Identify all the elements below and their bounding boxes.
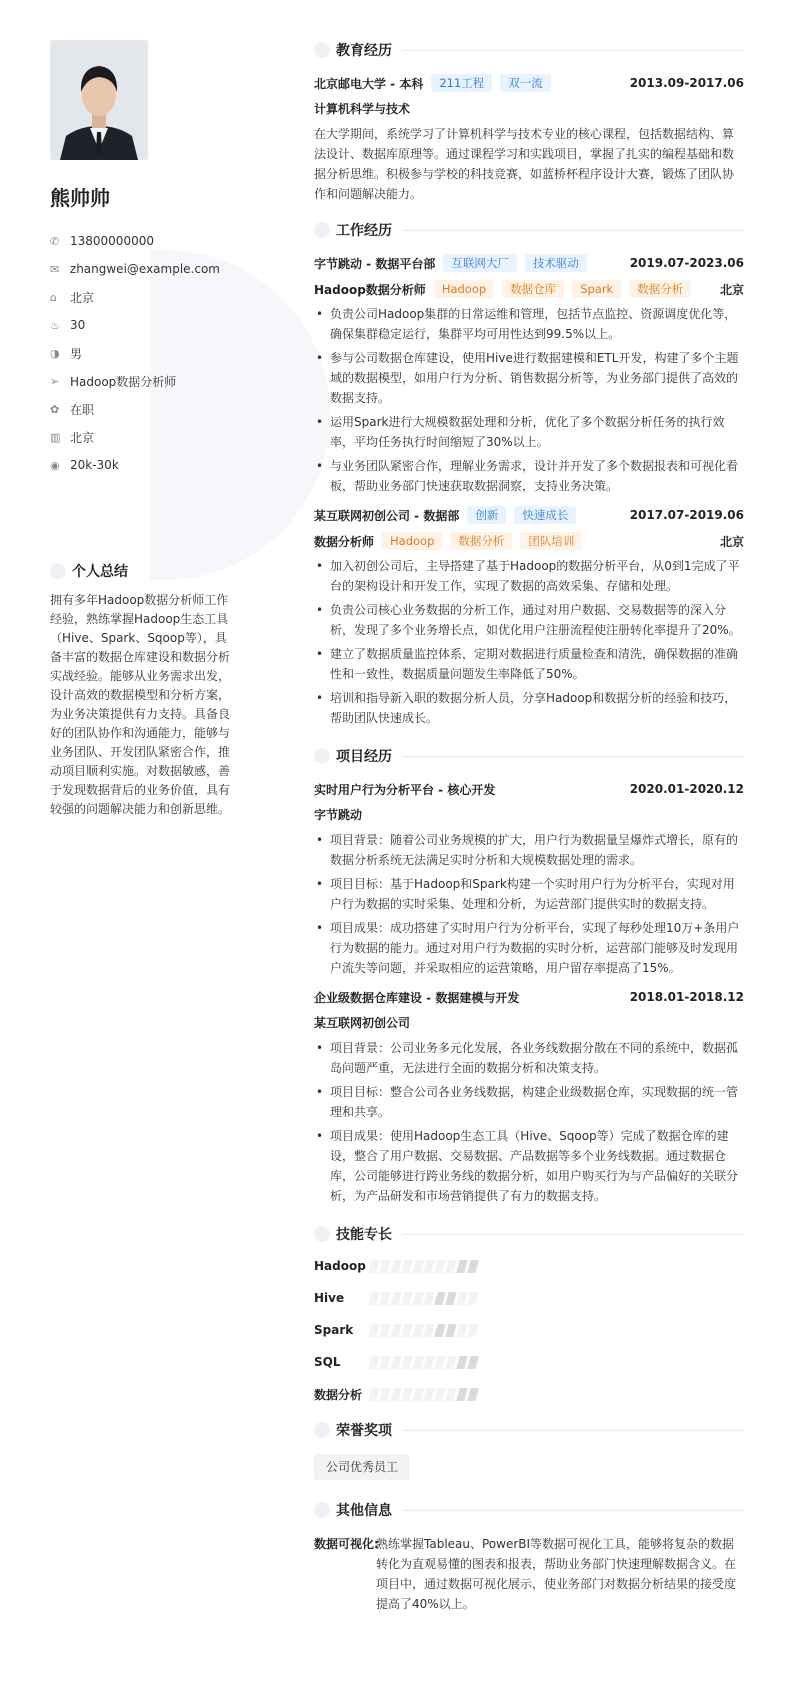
info-status bbox=[50, 395, 220, 423]
skill-segment bbox=[456, 1260, 467, 1273]
building-icon: ▥ bbox=[50, 430, 61, 444]
info-age bbox=[50, 311, 220, 339]
section-title: 工作经历 bbox=[336, 223, 392, 239]
cake-icon: ♨ bbox=[50, 318, 60, 332]
skill-segment bbox=[467, 1388, 478, 1401]
info-gender bbox=[50, 339, 220, 367]
info-value: Hadoop数据分析师 bbox=[70, 374, 177, 389]
divider bbox=[402, 50, 744, 51]
tag: 团队培训 bbox=[520, 532, 582, 550]
projects-heading bbox=[314, 746, 744, 766]
home-icon: ⌂ bbox=[50, 290, 57, 304]
skill-segment bbox=[390, 1324, 401, 1337]
skill-segment bbox=[379, 1356, 390, 1369]
list-item: • 项目背景：随着公司业务规模的扩大，用户行为数据量呈爆炸式增长，原有的数据分析系统无法满足实时分析和大规模数据处理的需求。 bbox=[314, 830, 744, 870]
job-role: 数据分析师 bbox=[314, 534, 375, 549]
divider bbox=[402, 1510, 744, 1511]
divider bbox=[402, 756, 744, 757]
gender-icon: ◑ bbox=[50, 346, 60, 360]
list-item: • 负责公司Hadoop集群的日常运维和管理，包括节点监控、资源调度优化等，确保集群稳定运行，集群平均可用性达到99.5%以上。 bbox=[314, 304, 744, 344]
skill-level-bar bbox=[370, 1388, 480, 1401]
list-item: • 加入初创公司后，主导搭建了基于Hadoop的数据分析平台，从0到1完成了平台的架构设计和开发工作，实现了数据的高效采集、存储和处理。 bbox=[314, 556, 744, 596]
skill-segment bbox=[434, 1260, 445, 1273]
tag: 211工程 bbox=[431, 74, 492, 92]
info-value: 13800000000 bbox=[70, 234, 154, 248]
work-heading bbox=[314, 220, 744, 240]
skill-segment bbox=[412, 1292, 423, 1305]
info-salary bbox=[50, 451, 220, 479]
divider bbox=[402, 1430, 744, 1431]
phone-icon: ✆ bbox=[50, 234, 60, 248]
section-title: 教育经历 bbox=[336, 43, 392, 59]
info-value: zhangwei@example.com bbox=[69, 262, 220, 276]
other-info-row bbox=[314, 1534, 744, 1614]
skill-segment bbox=[401, 1292, 412, 1305]
list-item: • 项目成果：成功搭建了实时用户行为分析平台，实现了每秒处理10万+条用户行为数据的能力。通过对用户行为数据的实时分析，运营部门能够及时发现用户流失等问题，并采取相应的运营策略，用户留存率提高了15%。 bbox=[314, 918, 744, 978]
skill-segment bbox=[390, 1356, 401, 1369]
skill-row bbox=[314, 1314, 744, 1346]
info-position bbox=[50, 367, 220, 395]
skill-segment bbox=[368, 1356, 379, 1369]
skill-segment bbox=[390, 1292, 401, 1305]
award-badge: 公司优秀员工 bbox=[314, 1454, 410, 1480]
skill-segment bbox=[368, 1260, 379, 1273]
company-name: 某互联网初创公司 - 数据部 bbox=[314, 508, 460, 523]
tag: 创新 bbox=[467, 506, 506, 524]
list-item: • 与业务团队紧密合作，理解业务需求，设计并开发了多个数据报表和可视化看板，帮助业务部门快速获取数据洞察，支持业务决策。 bbox=[314, 456, 744, 496]
skills-list bbox=[314, 1250, 744, 1410]
skill-segment bbox=[445, 1356, 456, 1369]
candidate-name: 熊帅帅 bbox=[50, 186, 110, 210]
skill-segment bbox=[434, 1356, 445, 1369]
skill-segment bbox=[412, 1324, 423, 1337]
info-phone bbox=[50, 227, 220, 255]
project-org: 某互联网初创公司 bbox=[314, 1016, 411, 1030]
skill-segment bbox=[423, 1388, 434, 1401]
date: 2018.01-2018.12 bbox=[629, 990, 744, 1004]
skill-row bbox=[314, 1282, 744, 1314]
skill-name: 数据分析 bbox=[314, 1387, 363, 1402]
skill-segment bbox=[456, 1388, 467, 1401]
project-entry bbox=[314, 986, 744, 1206]
tag: 双一流 bbox=[500, 74, 551, 92]
skill-segment bbox=[401, 1260, 412, 1273]
other-info-value: 熟练掌握Tableau、PowerBI等数据可视化工具，能够将复杂的数据转化为直观易懂的图表和报表，帮助业务部门快速理解数据含义。在项目中，通过数据可视化展示，使业务部门对数据分析结果的接受度提高了40%以上。 bbox=[376, 1537, 737, 1611]
date: 2017.07-2019.06 bbox=[629, 508, 744, 522]
skill-segment bbox=[423, 1356, 434, 1369]
avatar bbox=[50, 40, 148, 160]
skill-segment bbox=[423, 1324, 434, 1337]
section-dot-icon bbox=[314, 1502, 330, 1518]
skill-segment bbox=[390, 1388, 401, 1401]
skill-segment bbox=[456, 1324, 467, 1337]
skill-row bbox=[314, 1378, 744, 1410]
skill-segment bbox=[401, 1324, 412, 1337]
info-value: 30 bbox=[70, 318, 86, 332]
skill-segment bbox=[445, 1292, 456, 1305]
awards-heading bbox=[314, 1420, 744, 1440]
skill-segment bbox=[412, 1260, 423, 1273]
skill-name: Spark bbox=[314, 1323, 354, 1337]
skill-segment bbox=[390, 1260, 401, 1273]
skill-segment bbox=[434, 1292, 445, 1305]
skill-segment bbox=[445, 1324, 456, 1337]
section-title: 荣誉奖项 bbox=[336, 1423, 392, 1439]
skill-segment bbox=[445, 1388, 456, 1401]
status-icon: ✿ bbox=[50, 402, 60, 416]
info-email bbox=[50, 255, 220, 283]
divider bbox=[402, 1234, 744, 1235]
send-icon: ➢ bbox=[50, 374, 60, 388]
section-dot-icon bbox=[314, 42, 330, 58]
section-dot-icon bbox=[314, 222, 330, 238]
skill-segment bbox=[456, 1292, 467, 1305]
skill-row bbox=[314, 1346, 744, 1378]
summary-text: 拥有多年Hadoop数据分析师工作经验，熟练掌握Hadoop生态工具（Hive、Spark、Sqoop等），具备丰富的数据仓库建设和数据分析实战经验。能够从业务需求出发，设计高效的数据模型和分析方案，为业务决策提供有力支持。具备良好的团队协作和沟通能力，能够与业务团队、开发团队紧密合作，推动项目顺利实施。对数据敏感，善于发现数据背后的业务价值，具有较强的问题解决能力和创新思维。 bbox=[50, 593, 231, 816]
skill-name: Hive bbox=[314, 1291, 345, 1305]
list-item: • 负责公司核心业务数据的分析工作，通过对用户数据、交易数据等的深入分析，发现了多个业务增长点，如优化用户注册流程使注册转化率提升了20%。 bbox=[314, 600, 744, 640]
skill-segment bbox=[423, 1292, 434, 1305]
project-bullets bbox=[314, 830, 744, 978]
skill-name: SQL bbox=[314, 1355, 341, 1369]
list-item: • 项目成果：使用Hadoop生态工具（Hive、Sqoop等）完成了数据仓库的建设，整合了用户数据、交易数据、产品数据等多个业务线数据。通过数据仓库，公司能够进行跨业务线的数据分析，如用户购买行为与产品偏好的关联分析，为产品研发和市场营销提供了有力的数据支持。 bbox=[314, 1126, 744, 1206]
contact-info-list bbox=[50, 227, 220, 479]
job-bullets bbox=[314, 556, 744, 728]
project-name: 实时用户行为分析平台 - 核心开发 bbox=[314, 782, 496, 797]
sidebar bbox=[50, 40, 231, 819]
info-location bbox=[50, 283, 220, 311]
list-item: • 建立了数据质量监控体系，定期对数据进行质量检查和清洗，确保数据的准确性和一致性，数据质量问题发生率降低了50%。 bbox=[314, 644, 744, 684]
tag: 互联网大厂 bbox=[443, 254, 517, 272]
skill-segment bbox=[445, 1260, 456, 1273]
section-dot-icon bbox=[314, 1422, 330, 1438]
skill-segment bbox=[423, 1260, 434, 1273]
info-target-city bbox=[50, 423, 220, 451]
tag: 数据仓库 bbox=[502, 280, 564, 298]
section-title: 其他信息 bbox=[336, 1503, 392, 1519]
tag: 技术驱动 bbox=[525, 254, 587, 272]
skill-segment bbox=[467, 1356, 478, 1369]
job-bullets bbox=[314, 304, 744, 496]
skill-level-bar bbox=[370, 1260, 480, 1273]
skill-segment bbox=[467, 1260, 478, 1273]
tag: 快速成长 bbox=[514, 506, 576, 524]
skill-segment bbox=[379, 1260, 390, 1273]
list-item: • 培训和指导新入职的数据分析人员，分享Hadoop和数据分析的经验和技巧，帮助团队快速成长。 bbox=[314, 688, 744, 728]
job-entry bbox=[314, 252, 744, 496]
job-role: Hadoop数据分析师 bbox=[314, 282, 426, 297]
skill-segment bbox=[467, 1292, 478, 1305]
skill-segment bbox=[401, 1356, 412, 1369]
section-dot-icon bbox=[314, 748, 330, 764]
skill-segment bbox=[456, 1356, 467, 1369]
skill-level-bar bbox=[370, 1292, 480, 1305]
info-value: 在职 bbox=[70, 402, 95, 417]
section-title: 项目经历 bbox=[336, 749, 392, 765]
other-info-key: 数据可视化: bbox=[314, 1537, 379, 1551]
job-city: 北京 bbox=[719, 282, 744, 297]
tag: Hadoop bbox=[434, 280, 494, 298]
section-title: 技能专长 bbox=[336, 1227, 392, 1243]
skill-segment bbox=[434, 1388, 445, 1401]
skill-segment bbox=[467, 1324, 478, 1337]
info-value: 男 bbox=[70, 346, 83, 361]
education-entry bbox=[314, 72, 744, 204]
divider bbox=[402, 230, 744, 231]
skill-segment bbox=[368, 1324, 379, 1337]
tag: Hadoop bbox=[382, 532, 442, 550]
job-city: 北京 bbox=[719, 534, 744, 549]
section-dot-icon bbox=[50, 563, 66, 579]
project-org: 字节跳动 bbox=[314, 808, 363, 822]
skill-level-bar bbox=[370, 1324, 480, 1337]
other-heading bbox=[314, 1500, 744, 1520]
main-content bbox=[314, 40, 744, 1614]
tag: Spark bbox=[572, 280, 621, 298]
skill-row bbox=[314, 1250, 744, 1282]
section-dot-icon bbox=[314, 1226, 330, 1242]
company-name: 字节跳动 - 数据平台部 bbox=[314, 256, 436, 271]
list-item: • 运用Spark进行大规模数据处理和分析，优化了多个数据分析任务的执行效率，平均任务执行时间缩短了30%以上。 bbox=[314, 412, 744, 452]
skill-segment bbox=[434, 1324, 445, 1337]
portrait-image bbox=[50, 40, 148, 160]
info-value: 北京 bbox=[70, 430, 95, 445]
date: 2020.01-2020.12 bbox=[629, 782, 744, 796]
education-description: 在大学期间，系统学习了计算机科学与技术专业的核心课程，包括数据结构、算法设计、数据库原理等。通过课程学习和实践项目，掌握了扎实的编程基础和数据分析思维。积极参与学校的科技竞赛，如蓝桥杯程序设计大赛，锻炼了团队协作和问题解决能力。 bbox=[314, 127, 735, 201]
project-name: 企业级数据仓库建设 - 数据建模与开发 bbox=[314, 990, 520, 1005]
date: 2019.07-2023.06 bbox=[629, 256, 744, 270]
info-value: 北京 bbox=[70, 290, 95, 305]
list-item: • 项目背景：公司业务多元化发展，各业务线数据分散在不同的系统中，数据孤岛问题严重，无法进行全面的数据分析和决策支持。 bbox=[314, 1038, 744, 1078]
school-name: 北京邮电大学 - 本科 bbox=[314, 76, 424, 91]
skill-segment bbox=[401, 1388, 412, 1401]
job-entry bbox=[314, 504, 744, 728]
skill-segment bbox=[368, 1388, 379, 1401]
skills-heading bbox=[314, 1224, 744, 1244]
skill-segment bbox=[412, 1388, 423, 1401]
skill-level-bar bbox=[370, 1356, 480, 1369]
date: 2013.09-2017.06 bbox=[629, 76, 744, 90]
major: 计算机科学与技术 bbox=[314, 102, 411, 116]
project-entry bbox=[314, 778, 744, 978]
summary-title: 个人总结 bbox=[72, 564, 128, 580]
list-item: • 项目目标：基于Hadoop和Spark构建一个实时用户行为分析平台，实现对用户行为数据的实时采集、处理和分析，为运营部门提供实时的数据支持。 bbox=[314, 874, 744, 914]
skill-segment bbox=[379, 1292, 390, 1305]
list-item: • 参与公司数据仓库建设，使用Hive进行数据建模和ETL开发，构建了多个主题域的数据模型，如用户行为分析、销售数据分析等，为业务部门提供了高效的数据支持。 bbox=[314, 348, 744, 408]
skill-segment bbox=[379, 1324, 390, 1337]
tag: 数据分析 bbox=[450, 532, 512, 550]
skill-segment bbox=[379, 1388, 390, 1401]
skill-segment bbox=[368, 1292, 379, 1305]
skill-segment bbox=[412, 1356, 423, 1369]
tag: 数据分析 bbox=[629, 280, 691, 298]
list-item: • 项目目标：整合公司各业务线数据，构建企业级数据仓库，实现数据的统一管理和共享。 bbox=[314, 1082, 744, 1122]
mail-icon: ✉ bbox=[50, 262, 60, 276]
salary-icon: ◉ bbox=[50, 458, 60, 472]
project-bullets bbox=[314, 1038, 744, 1206]
education-heading bbox=[314, 40, 744, 60]
summary-heading bbox=[50, 561, 220, 581]
skill-name: Hadoop bbox=[314, 1259, 366, 1273]
info-value: 20k-30k bbox=[70, 458, 119, 472]
awards-list bbox=[314, 1454, 744, 1480]
